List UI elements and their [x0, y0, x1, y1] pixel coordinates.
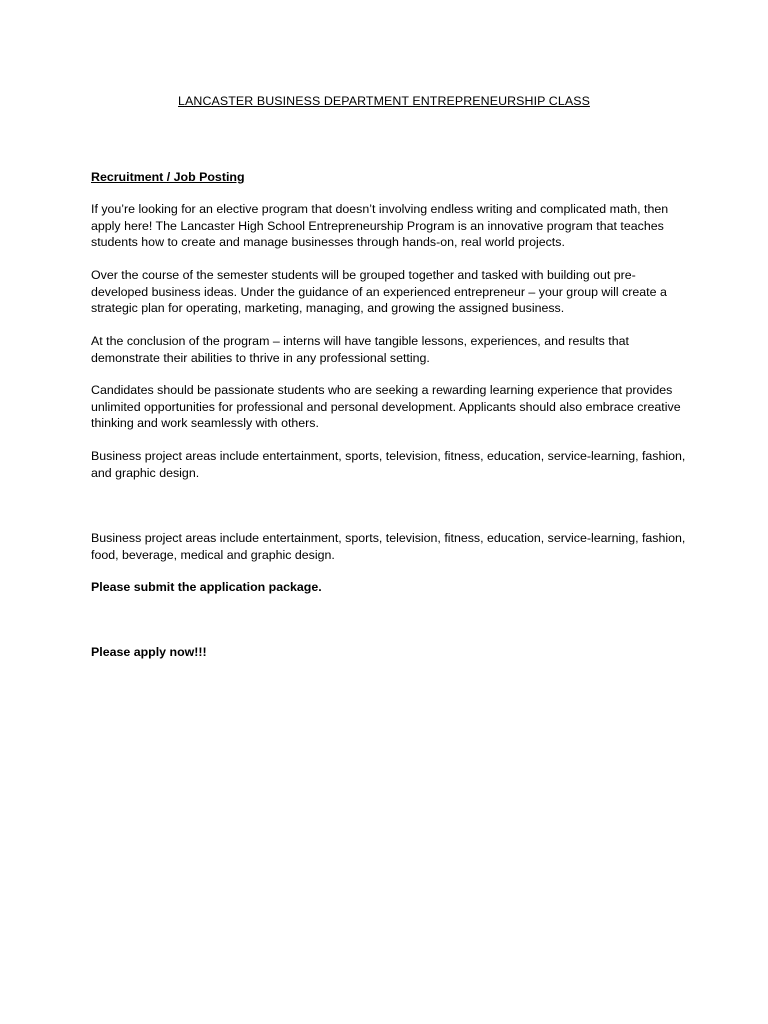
program-paragraph: Over the course of the semester students will be grouped together and tasked with building out pre-developed business ideas. Under the guidance of an experienced entrepreneur – your group will create a strategic plan for operating, marketing, managing, and growing the assigned business.	[91, 268, 667, 315]
intro-paragraph: If you’re looking for an elective program that doesn’t involving endless writing and complicated math, then apply here! The Lancaster High School Entrepreneurship Program is an innovative program that teaches students how to create and manage businesses through hands-on, real world projects.	[91, 202, 669, 249]
project-areas-extended-paragraph: Business project areas include entertainment, sports, television, fitness, education, service-learning, fashion, food, beverage, medical and graphic design.	[91, 531, 686, 562]
apply-note: Please apply now!!!	[91, 645, 207, 659]
submit-note: Please submit the application package.	[91, 580, 322, 594]
conclusion-paragraph: At the conclusion of the program – interns will have tangible lessons, experiences, and results that demonstrate their abilities to thrive in any professional setting.	[91, 334, 629, 365]
document-title: LANCASTER BUSINESS DEPARTMENT ENTREPRENEURSHIP CLASS	[178, 94, 590, 108]
project-areas-paragraph: Business project areas include entertainment, sports, television, fitness, education, service-learning, fashion, and graphic design.	[91, 449, 686, 480]
section-heading: Recruitment / Job Posting	[91, 170, 245, 184]
candidates-paragraph: Candidates should be passionate students who are seeking a rewarding learning experience that provides unlimited opportunities for professional and personal development. Applicants should also embrace creative thinking and work seamlessly with others.	[91, 383, 681, 430]
